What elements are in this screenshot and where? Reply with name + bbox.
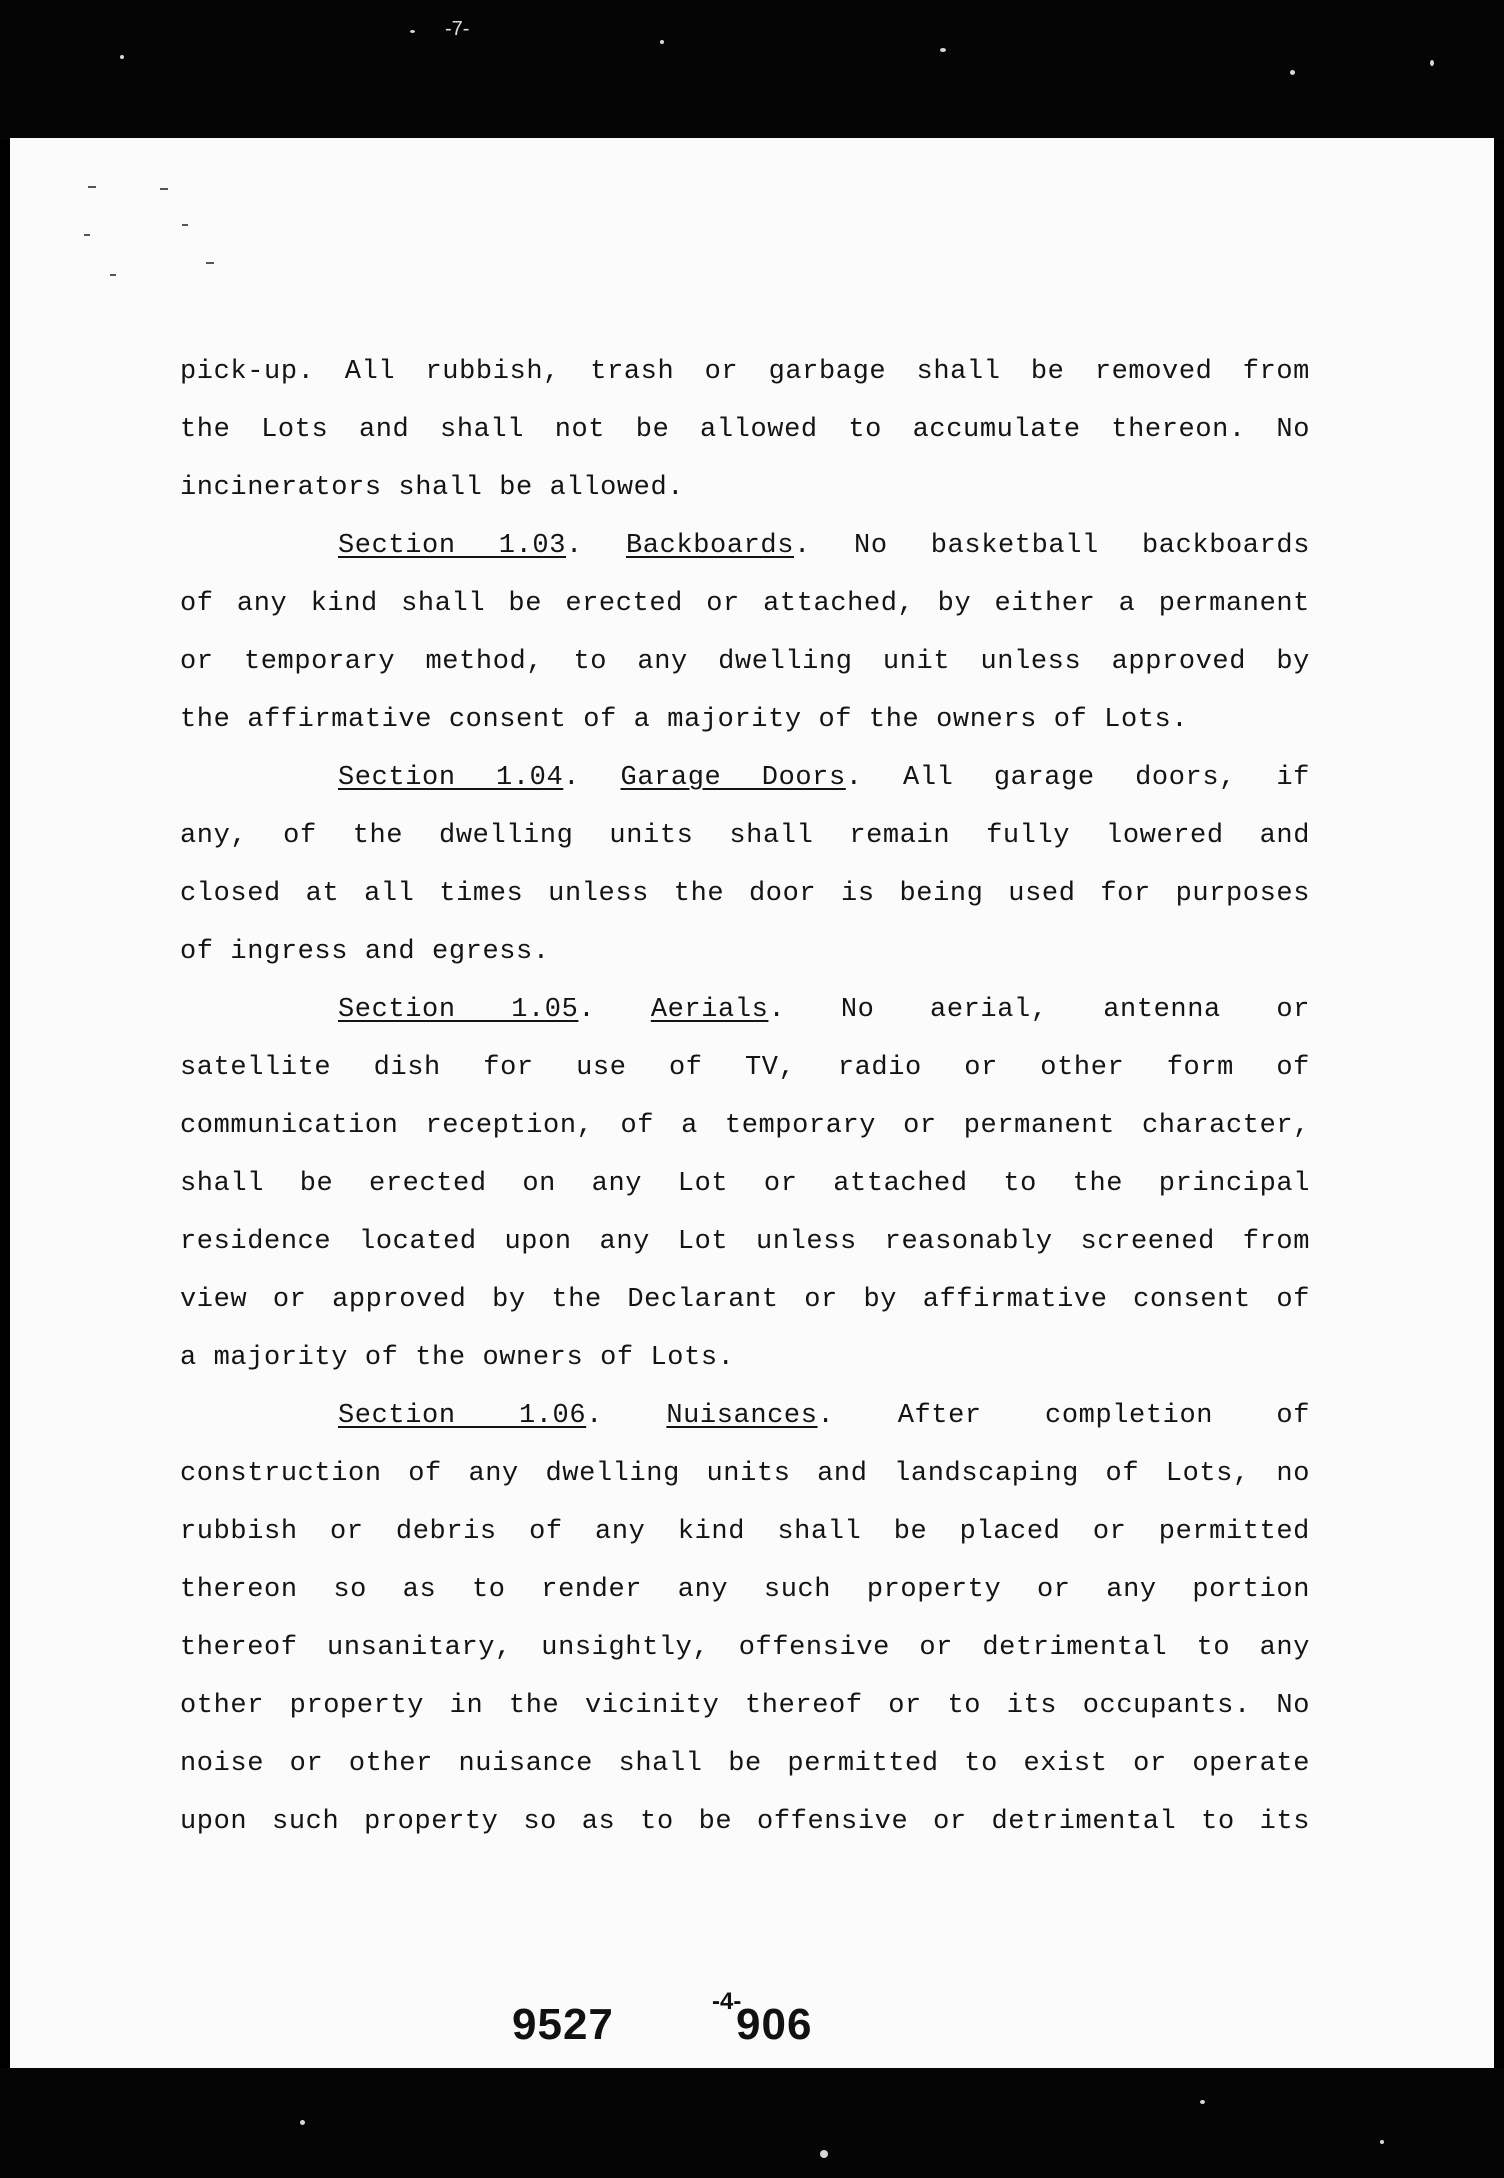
section-text: After completion of <box>897 1401 1310 1431</box>
scan-border-bottom <box>0 2068 1504 2178</box>
section-text: No aerial, antenna or <box>840 995 1311 1025</box>
document-body <box>180 343 1310 1851</box>
text-line: any, of the dwelling units shall remain fully lowered and <box>180 821 1310 851</box>
text-line: other property in the vicinity thereof or to its occupants. No <box>180 1691 1310 1721</box>
page-number: -4- <box>712 1988 742 2015</box>
section-number: Section 1.05 <box>338 995 579 1025</box>
text-line: satellite dish for use of TV, radio or other form of <box>180 1053 1310 1083</box>
scan-speck <box>940 48 946 52</box>
text-line: of ingress and egress. <box>180 937 550 967</box>
document-code: 9527 <box>512 2000 614 2049</box>
margin-mark <box>110 274 116 276</box>
text-line: the affirmative consent of a majority of the owners of Lots. <box>180 705 1189 735</box>
scan-speck <box>660 40 664 44</box>
section-title: Aerials <box>650 995 769 1025</box>
document-page <box>10 138 1494 2068</box>
text-line: construction of any dwelling units and landscaping of Lots, no <box>180 1459 1310 1489</box>
margin-mark <box>206 262 214 264</box>
section-heading-line: Section 1.03. Backboards. No basketball backboards <box>338 531 1311 561</box>
section-title: Garage Doors <box>620 763 846 793</box>
section-number: Section 1.03 <box>338 531 567 561</box>
text-line: incinerators shall be allowed. <box>180 473 685 503</box>
text-line: pick-up. All rubbish, trash or garbage shall be removed from <box>180 357 1310 387</box>
section-number: Section 1.06 <box>338 1401 587 1431</box>
text-line: thereon so as to render any such property or any portion <box>180 1575 1310 1605</box>
margin-mark <box>160 188 168 190</box>
scan-speck <box>1430 60 1434 66</box>
header-mark: -7- <box>445 18 470 40</box>
text-line: upon such property so as to be offensive or detrimental to its <box>180 1807 1310 1837</box>
section-heading-line: Section 1.06. Nuisances. After completion of <box>338 1401 1310 1431</box>
page-code: 906 <box>736 2000 813 2049</box>
text-line: thereof unsanitary, unsightly, offensive or detrimental to any <box>180 1633 1310 1663</box>
section-number: Section 1.04 <box>338 763 564 793</box>
text-line: shall be erected on any Lot or attached to the principal <box>180 1169 1310 1199</box>
text-line: or temporary method, to any dwelling unit unless approved by <box>180 647 1310 677</box>
scan-border-top <box>0 0 1504 140</box>
section-text: No basketball backboards <box>854 531 1311 561</box>
margin-mark <box>84 234 90 236</box>
text-line: residence located upon any Lot unless reasonably screened from <box>180 1227 1310 1257</box>
scan-speck <box>1290 70 1295 75</box>
section-heading-line: Section 1.04. Garage Doors. All garage doors, if <box>338 763 1310 793</box>
scan-speck <box>120 55 124 59</box>
margin-mark <box>182 224 188 226</box>
scan-speck <box>1200 2100 1205 2104</box>
text-line: noise or other nuisance shall be permitted to exist or operate <box>180 1749 1310 1779</box>
text-line: closed at all times unless the door is being used for purposes <box>180 879 1310 909</box>
text-line: of any kind shall be erected or attached, by either a permanent <box>180 589 1310 619</box>
section-title: Backboards <box>626 531 795 561</box>
scan-speck <box>300 2120 305 2125</box>
text-line: rubbish or debris of any kind shall be placed or permitted <box>180 1517 1310 1547</box>
text-line: view or approved by the Declarant or by affirmative consent of <box>180 1285 1310 1315</box>
scan-speck <box>410 30 415 33</box>
text-line: the Lots and shall not be allowed to accumulate thereon. No <box>180 415 1310 445</box>
text-line: communication reception, of a temporary or permanent character, <box>180 1111 1310 1141</box>
text-line: a majority of the owners of Lots. <box>180 1343 735 1373</box>
section-heading-line: Section 1.05. Aerials. No aerial, antenna or <box>338 995 1311 1025</box>
section-text: All garage doors, if <box>903 763 1310 793</box>
margin-mark <box>88 186 96 188</box>
scan-speck <box>1380 2140 1384 2144</box>
section-title: Nuisances <box>666 1401 818 1431</box>
scan-speck <box>820 2150 828 2158</box>
